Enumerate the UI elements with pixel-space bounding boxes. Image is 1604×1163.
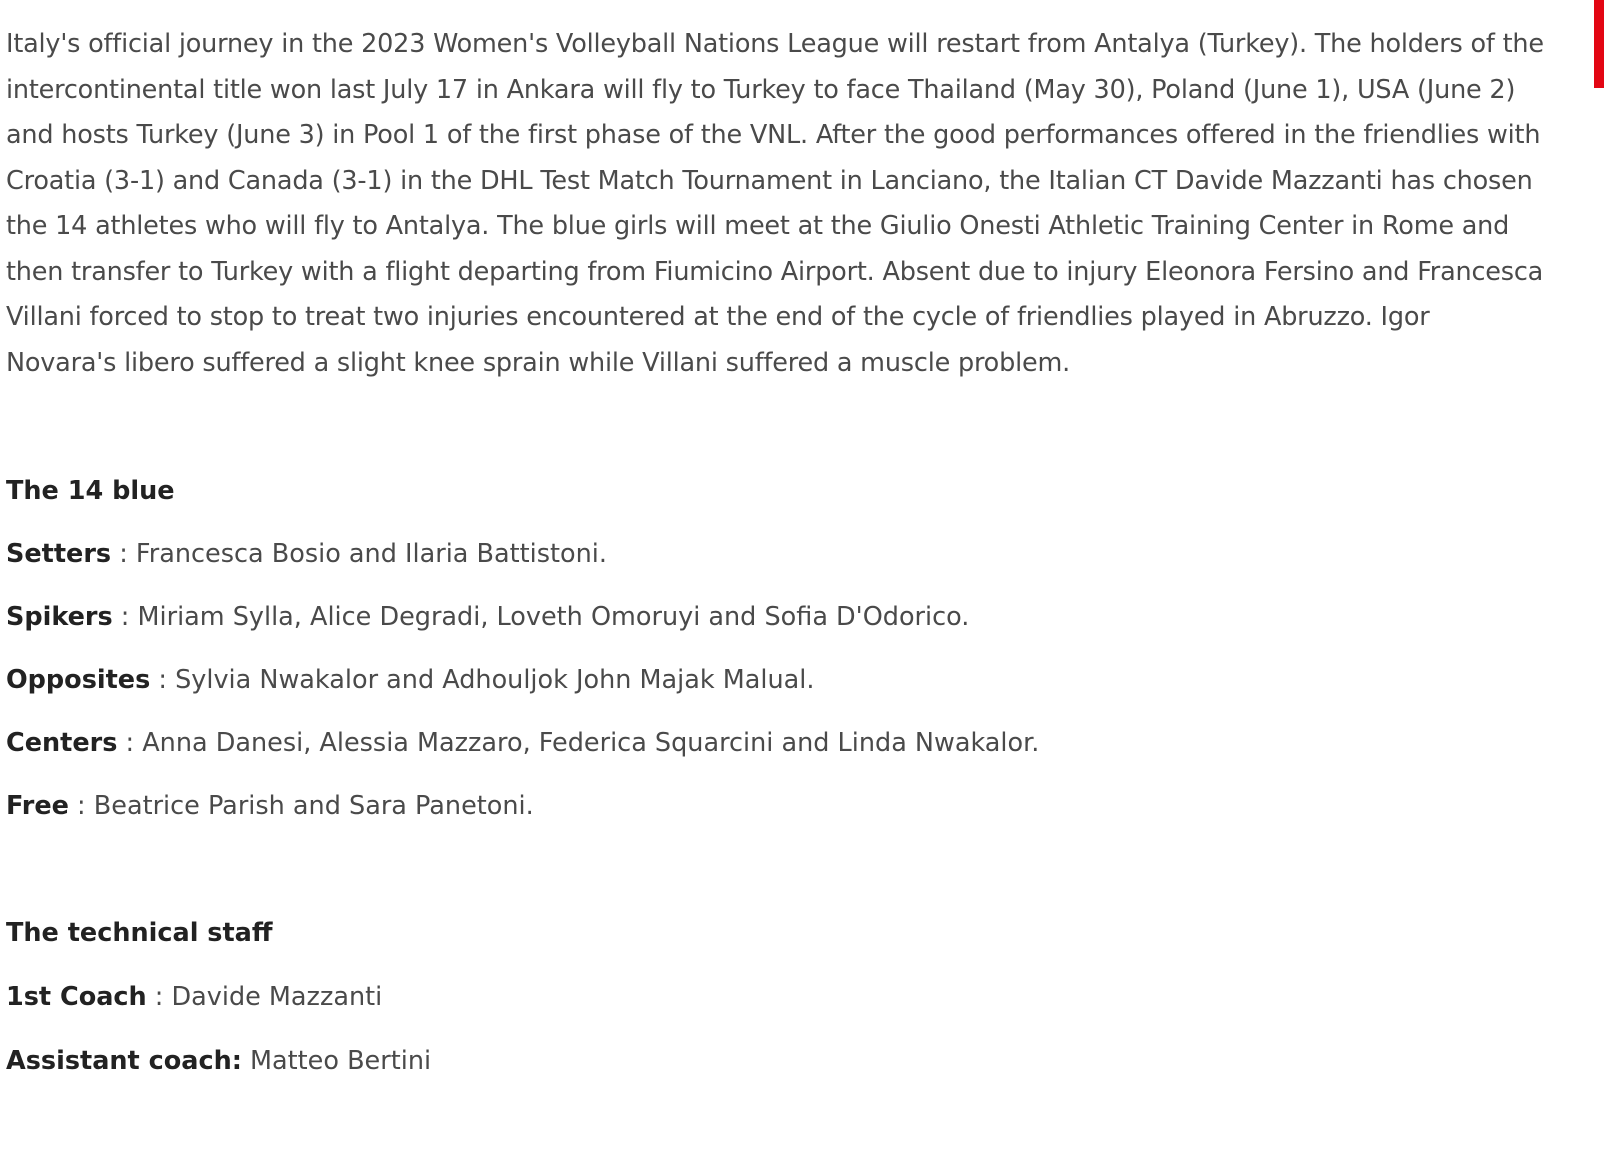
role-separator: : <box>117 728 143 758</box>
staff-name: Davide Mazzanti <box>171 982 383 1012</box>
role-separator: : <box>150 665 176 695</box>
role-label: Opposites <box>6 665 151 695</box>
squad-heading: The 14 blue <box>6 476 175 506</box>
role-separator: : <box>111 539 136 569</box>
player-names: Beatrice Parish and Sara Panetoni. <box>93 791 534 821</box>
role-separator: : <box>112 602 138 632</box>
roster-row-setters <box>6 537 1546 571</box>
roster-row-opposites <box>6 663 1546 697</box>
role-separator <box>242 1046 250 1076</box>
role-label: Centers <box>6 728 118 758</box>
staff-name: Matteo Bertini <box>250 1046 432 1076</box>
role-label: Free <box>6 791 69 821</box>
player-names: Sylvia Nwakalor and Adhouljok John Majak Malual. <box>175 665 815 695</box>
staff-heading: The technical staff <box>6 918 273 948</box>
roster-row-free <box>6 789 1546 823</box>
staff-roster <box>6 980 1546 1078</box>
role-label: 1st Coach <box>6 982 147 1012</box>
role-label: Spikers <box>6 602 113 632</box>
staff-row-first-coach <box>6 980 1546 1014</box>
role-separator: : <box>146 982 172 1012</box>
accent-bar <box>1594 0 1604 88</box>
player-names: Miriam Sylla, Alice Degradi, Loveth Omoruyi and Sofia D'Odorico. <box>137 602 970 632</box>
squad-roster <box>6 537 1546 823</box>
role-label: Setters <box>6 539 112 569</box>
intro-paragraph: Italy's official journey in the 2023 Women's Volleyball Nations League will restart from Antalya (Turkey). The holders of the intercontinental title won last July 17 in Ankara will fly to Turkey to face Thailand (May 30), Poland (June 1), USA (June 2) and hosts Turkey (June 3) in Pool 1 of the first phase of the VNL. After the good performances offered in the friendlies with Croatia (3-1) and Canada (3-1) in the DHL Test Match Tournament in Lanciano, the Italian CT Davide Mazzanti has chosen the 14 athletes who will fly to Antalya. The blue girls will meet at the Giulio Onesti Athletic Training Center in Rome and then transfer to Turkey with a flight departing from Fiumicino Airport. Absent due to injury Eleonora Fersino and Francesca Villani forced to stop to treat two injuries encountered at the end of the cycle of friendlies played in Abruzzo. Igor Novara's libero suffered a slight knee sprain while Villani suffered a muscle problem. <box>6 29 1544 378</box>
roster-row-spikers <box>6 600 1546 634</box>
roster-row-centers <box>6 726 1546 760</box>
staff-row-assistant-coach <box>6 1044 1546 1078</box>
role-separator: : <box>68 791 94 821</box>
role-label: Assistant coach: <box>6 1046 242 1076</box>
article-body <box>6 22 1546 1078</box>
player-names: Anna Danesi, Alessia Mazzaro, Federica Squarcini and Linda Nwakalor. <box>142 728 1040 758</box>
player-names: Francesca Bosio and Ilaria Battistoni. <box>135 539 607 569</box>
